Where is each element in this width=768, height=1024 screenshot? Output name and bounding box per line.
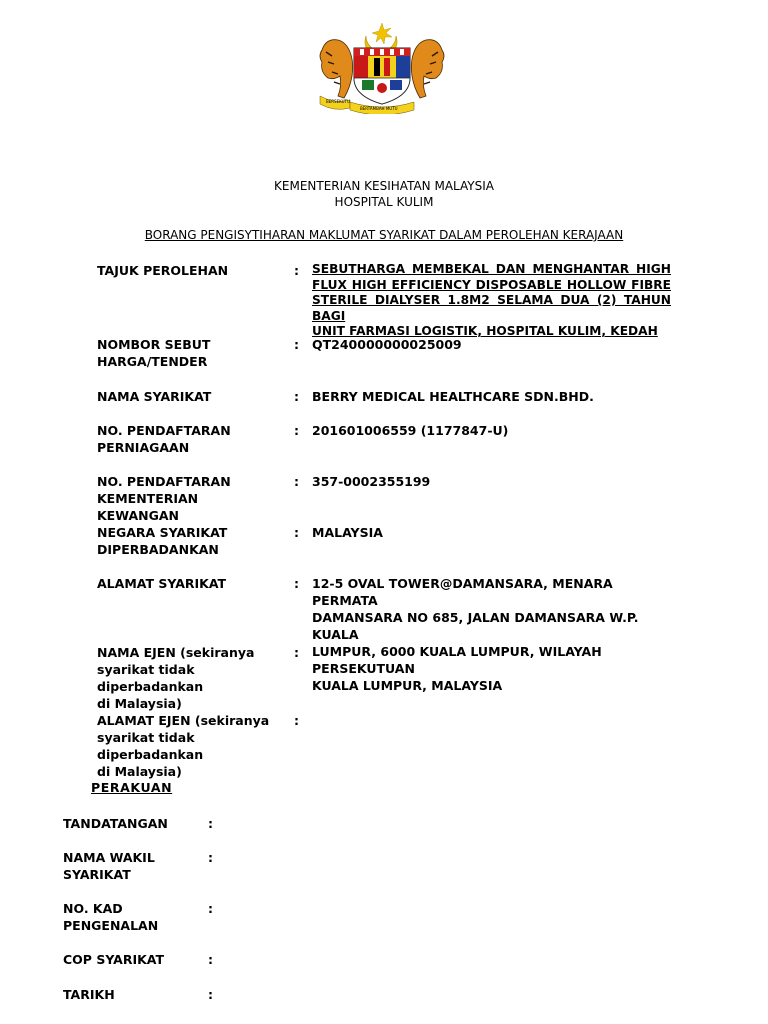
sign-colon: : xyxy=(208,901,213,916)
value-line: SEBUTHARGA MEMBEKAL DAN MENGHANTAR HIGH xyxy=(312,262,671,276)
field-value-negara: MALAYSIA xyxy=(312,525,383,540)
field-colon: : xyxy=(294,263,299,278)
field-label xyxy=(97,644,282,712)
hospital-name: HOSPITAL KULIM xyxy=(334,195,434,209)
svg-text:BERSEKUTU: BERSEKUTU xyxy=(326,99,350,104)
field-colon: : xyxy=(294,474,299,489)
label-line: NOMBOR SEBUT xyxy=(97,337,211,352)
field-label xyxy=(97,336,282,370)
label-line: NO. PENDAFTARAN xyxy=(97,474,231,489)
label-line: NO. KAD xyxy=(63,901,123,916)
value-line: DAMANSARA NO 685, JALAN DAMANSARA W.P. KUALA xyxy=(312,610,639,642)
sign-label: COP SYARIKAT xyxy=(63,952,165,967)
label-line: DIPERBADANKAN xyxy=(97,542,219,557)
label-line: syarikat tidak diperbadankan xyxy=(97,730,204,762)
field-value-nama-syarikat: BERRY MEDICAL HEALTHCARE SDN.BHD. xyxy=(312,389,594,404)
label-line: NO. PENDAFTARAN xyxy=(97,423,231,438)
label-line: di Malaysia) xyxy=(97,764,182,779)
label-line: KEMENTERIAN KEWANGAN xyxy=(97,491,199,523)
sign-label: TANDATANGAN xyxy=(63,816,168,831)
label-line: NAMA EJEN (sekiranya xyxy=(97,645,255,660)
value-line: UNIT FARMASI LOGISTIK, HOSPITAL KULIM, KEDAH xyxy=(312,324,658,338)
form-title: BORANG PENGISYTIHARAN MAKLUMAT SYARIKAT DALAM PEROLEHAN KERAJAAN xyxy=(144,228,624,242)
field-label xyxy=(97,422,282,456)
label-line: PENGENALAN xyxy=(63,918,159,933)
value-line: KUALA LUMPUR, MALAYSIA xyxy=(312,678,503,693)
field-label: TAJUK PEROLEHAN xyxy=(97,263,229,278)
field-label xyxy=(97,524,282,558)
field-label: NAMA SYARIKAT xyxy=(97,389,212,404)
label-line: HARGA/TENDER xyxy=(97,354,208,369)
field-label: ALAMAT SYARIKAT xyxy=(97,576,227,591)
value-line: STERILE DIALYSER 1.8M2 SELAMA DUA (2) TAHUN BAGI xyxy=(312,293,671,323)
label-line: NEGARA SYARIKAT xyxy=(97,525,228,540)
sign-colon: : xyxy=(208,987,213,1002)
sign-label xyxy=(63,900,203,934)
field-value-no-kewangan: 357-0002355199 xyxy=(312,474,431,489)
field-value-nombor: QT240000000025009 xyxy=(312,337,462,352)
sign-colon: : xyxy=(208,952,213,967)
field-colon: : xyxy=(294,525,299,540)
field-colon: : xyxy=(294,713,299,728)
coat-of-arms-logo xyxy=(314,22,450,114)
value-line: FLUX HIGH EFFICIENCY DISPOSABLE HOLLOW FIBRE xyxy=(312,277,671,292)
sign-colon: : xyxy=(208,850,213,865)
ministry-name: KEMENTERIAN KESIHATAN MALAYSIA xyxy=(274,179,494,193)
value-line: 12-5 OVAL TOWER@DAMANSARA, MENARA PERMATA xyxy=(312,576,613,608)
label-line: NAMA WAKIL xyxy=(63,850,155,865)
field-colon: : xyxy=(294,389,299,404)
field-label xyxy=(97,712,282,780)
field-value-alamat xyxy=(312,575,671,694)
label-line: di Malaysia) xyxy=(97,696,182,711)
value-line: LUMPUR, 6000 KUALA LUMPUR, WILAYAH PERSEKUTUAN xyxy=(312,644,602,676)
label-line: syarikat tidak diperbadankan xyxy=(97,662,204,694)
field-colon: : xyxy=(294,576,299,591)
field-colon: : xyxy=(294,337,299,352)
perakuan-heading: PERAKUAN xyxy=(91,780,173,795)
field-colon: : xyxy=(294,645,299,660)
sign-label xyxy=(63,849,203,883)
sign-label: TARIKH xyxy=(63,987,115,1002)
field-label xyxy=(97,473,282,524)
label-line: ALAMAT EJEN (sekiranya xyxy=(97,713,270,728)
field-value-no-perniagaan: 201601006559 (1177847-U) xyxy=(312,423,509,438)
field-colon: : xyxy=(294,423,299,438)
label-line: PERNIAGAAN xyxy=(97,440,190,455)
label-line: SYARIKAT xyxy=(63,867,131,882)
svg-text:BERTAMBAH MUTU: BERTAMBAH MUTU xyxy=(360,106,398,111)
sign-colon: : xyxy=(208,816,213,831)
field-value-tajuk xyxy=(312,262,671,340)
